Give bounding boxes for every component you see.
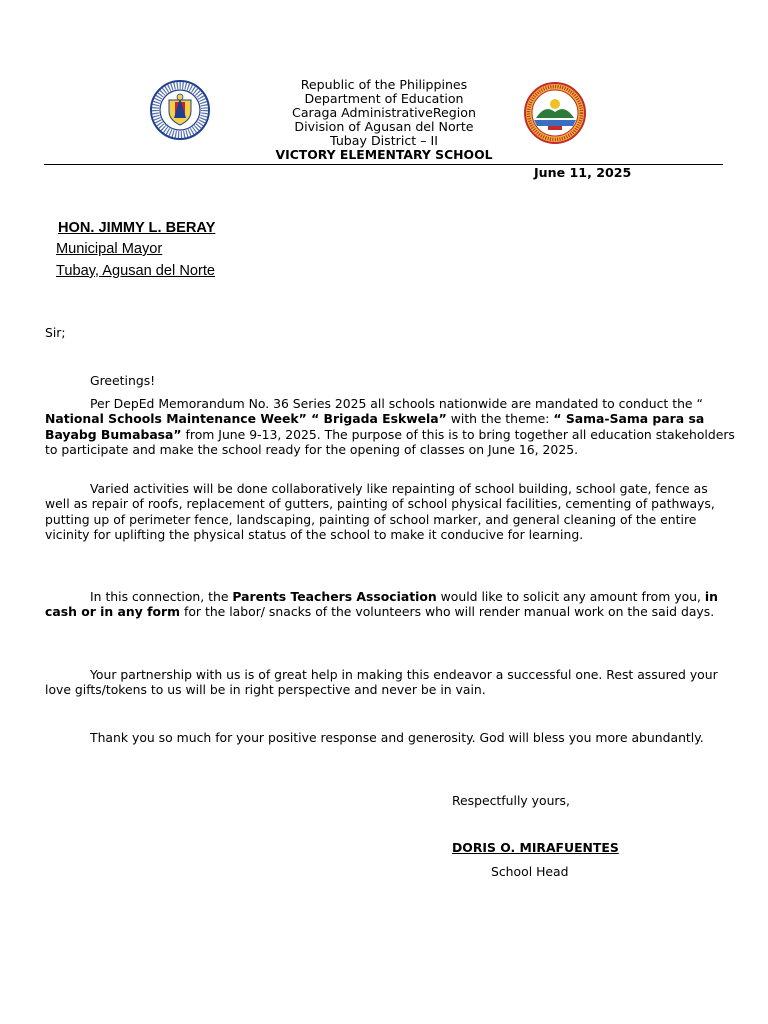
paragraph-solicitation: In this connection, the Parents Teachers Association would like to solicit any amount from you, in cash or in any form for the labor/ snacks of the volunteers who will render manual work on the said days. (45, 589, 718, 620)
greeting: Greetings! (90, 373, 156, 388)
signer-name: DORIS O. MIRAFUENTES (452, 840, 619, 855)
salutation: Sir; (45, 325, 66, 340)
header-district: Tubay District – II (330, 133, 438, 148)
letter-date: June 11, 2025 (534, 165, 632, 180)
header-region: Caraga AdministrativeRegion (292, 105, 476, 120)
paragraph-thanks: Thank you so much for your positive response and generosity. God will bless you more abundantly. (90, 730, 704, 745)
signer-position: School Head (491, 864, 569, 879)
paragraph-activities: Varied activities will be done collaboratively like repainting of school building, school gate, fence as well as repair of roofs, replacement of gutters, painting of school physical facilities, cementing of pathways, putting up of perimeter fence, landscaping, painting of school marker, and general cleaning of the entire vicinity for uplifting the physical status of the school to make it conducive for learning. (45, 481, 715, 542)
header-department: Department of Education (304, 91, 464, 106)
deped-seal-logo (142, 80, 218, 140)
header-country: Republic of the Philippines (300, 77, 468, 92)
header-division: Division of Agusan del Norte (294, 119, 474, 134)
paragraph-memorandum: Per DepEd Memorandum No. 36 Series 2025 all schools nationwide are mandated to conduct the “ National Schools Maintenance Week” “ Brigada Eskwela” with the theme: “ Sama-Sama para sa Bayabg Bumabasa” from June 9-13, 2025. The purpose of this is to bring together all education stakeholders to participate and make the school ready for the opening of classes on June 16, 2025. (45, 396, 735, 457)
closing: Respectfully yours, (452, 793, 570, 808)
paragraph-partnership: Your partnership with us is of great help in making this endeavor a successful one. Rest assured your love gifts/tokens to us will be in right perspective and never be in vain. (45, 667, 718, 698)
header-school-name: VICTORY ELEMENTARY SCHOOL (275, 147, 493, 162)
addressee-place: Tubay, Agusan del Norte (56, 263, 216, 279)
addressee-title: Municipal Mayor (56, 241, 163, 257)
addressee-name: HON. JIMMY L. BERAY (58, 220, 216, 236)
